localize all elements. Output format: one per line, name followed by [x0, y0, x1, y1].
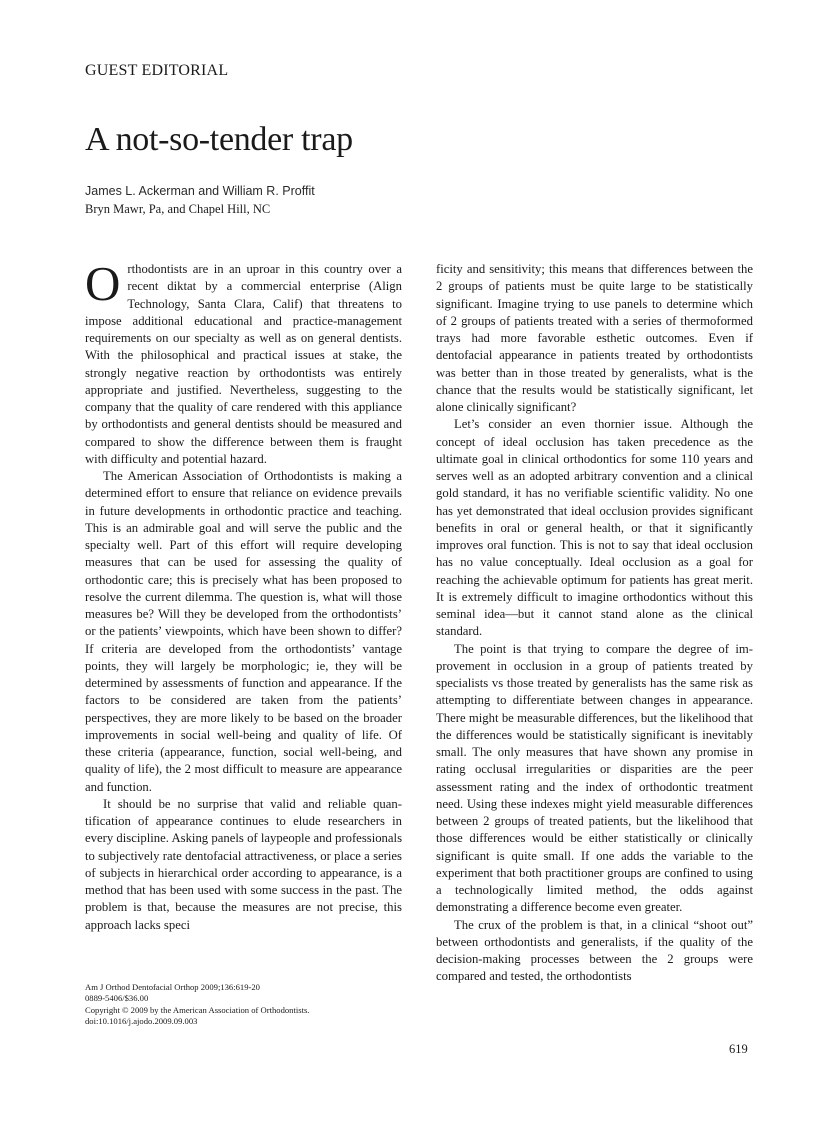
issn-price: 0889-5406/$36.00	[85, 993, 149, 1004]
paragraph-text: rthodontists are in an uproar in this country over a recent diktat by a commercial enterprise (Align Technology, Santa Clara, Calif) that threatens to impose additional educational and practice-management requirements on our specialty as well as on general dentists. With the philosophical and practical issues at stake, the strongly negative reaction by orthodontists was entirely appropriate and justified. Nevertheless, suggesting to the company that the quality of care rendered with this appliance by orthodontists and general dentists should be measured and compared to show the difference between them is fraught with difficulty and potential hazard.	[85, 262, 402, 466]
paragraph: It should be no surprise that valid and reliable quantification of appearance continues to elude researchers in every discipline. Asking panels of laypeople and professionals to subjectively rate dentofacial attractiveness, or place a series of subjects in hierarchical order according to appearance, is a method that has been used with some success in the past. The problem is that, because the measures are not precise, this approach lacks speci	[85, 796, 402, 932]
article-title: A not-so-tender trap	[85, 121, 353, 158]
paragraph: The American Association of Orthodontists is making a determined effort to ensure that reliance on evidence prevails in future developments in orthodontic practice and teaching. This is an admirable goal and will serve the public and the specialty well. Part of this effort will require developing measures that can be used for assessing the quality of orthodontic care; this is precisely what has been proposed to resolve the current dilemma. The question is, what will those measures be? Will they be developed from the orthodontists’ or the patients’ viewpoints, which have been shown to differ? If criteria are developed from the orthodontists’ vantage points, they will largely be morphologic; ie, they will be determined by assessments of function and appearance. If the factors to be considered are taken from the patients’ perspectives, they are more likely to be based on the broader improvements in social well-being and quality of life. Of these criteria (appearance, function, social well-being, and quality of life), the 2 most difficult to measure are appearance and function.	[85, 469, 402, 794]
paragraph: ficity and sensitivity; this means that differences between the 2 groups of patients must be quite large to be statistically significant. Imagine trying to use panels to determine which of 2 groups of patients treated with a series of thermoformed trays had more favorable esthetic outcomes. Even if dentofacial appearance in patients treated by orthodontists was better than in those treated by generalists, what is the chance that the results would be statistically significant, let alone clinically significant?	[436, 262, 753, 414]
doi: doi:10.1016/j.ajodo.2009.09.003	[85, 1016, 198, 1027]
paragraph: Let’s consider an even thornier issue. Although the concept of ideal occlusion has taken precedence as the ultimate goal in clinical orthodontics for some 110 years and serves well as an adopted arbitrary convention and a clinical gold standard, it has no verifiable scientific validity. No one has yet demonstrated that ideal occlusion provides significant benefits in oral or general health, or that it significantly improves oral function. This is not to say that ideal occlusion has no value conceptually. Ideal occlusion as a goal for reaching the achievable optimum for patients has great merit. It is extremely difficult to imagine orthodontics without this seminal idea—but it cannot stand alone as the clinical standard.	[436, 417, 753, 639]
drop-cap: O	[85, 256, 121, 311]
section-label: GUEST EDITORIAL	[85, 62, 229, 79]
footnote	[85, 982, 385, 1028]
paragraph: The crux of the problem is that, in a clinical “shoot out” between orthodontists and generalists, if the quality of the decision-making processes between the 2 groups were compared and tested, the orthodontists	[436, 917, 753, 984]
left-column	[85, 256, 402, 934]
page-number: 619	[729, 1042, 748, 1056]
journal-citation: Am J Orthod Dentofacial Orthop 2009;136:619-20	[85, 982, 260, 992]
affiliation: Bryn Mawr, Pa, and Chapel Hill, NC	[85, 202, 271, 216]
authors: James L. Ackerman and William R. Proffit	[85, 184, 315, 198]
copyright-notice: Copyright © 2009 by the American Association of Orthodontists.	[85, 1004, 310, 1015]
paragraph: The point is that trying to compare the degree of improvement in occlusion in a group of patients treated by specialists vs those treated by generalists has the same risk as attempting to differentiate between changes in appearance. There might be measurable differences, but the likelihood that the differences would be statistically significant is inevitably small. The only measures that have shown any promise in rating occlusal irregularities or disparities are the peer assessment rating and the index of orthodontic treatment need. Using these indexes might yield measurable differences between 2 groups of treated patients, but the likelihood that those differences would be either statistically or clinically significant is quite small. If one adds the variable to the experiment that both practitioner groups are confined to using a technologically limited method, the odds against demonstrating a difference become even greater.	[436, 641, 753, 915]
right-column	[436, 261, 753, 986]
paragraph	[85, 256, 402, 468]
